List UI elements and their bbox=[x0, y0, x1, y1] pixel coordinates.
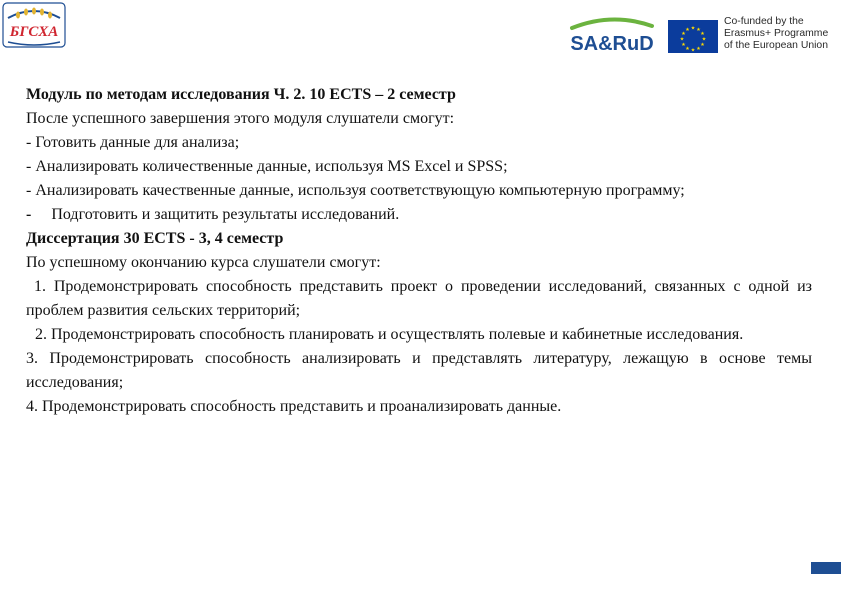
svg-text:★: ★ bbox=[685, 27, 690, 33]
module-item-last bbox=[26, 203, 812, 227]
svg-text:★: ★ bbox=[700, 31, 705, 37]
svg-text:★: ★ bbox=[690, 47, 696, 53]
module-intro: После успешного завершения этого модуля слушатели смогут: bbox=[26, 110, 455, 127]
svg-text:★: ★ bbox=[681, 31, 686, 37]
eu-cofunded-text bbox=[724, 16, 836, 52]
corner-decoration bbox=[811, 562, 841, 574]
sarud-logo-text: SA&RuD bbox=[570, 33, 654, 55]
module-item-text: Подготовить и защитить результаты исследований. bbox=[51, 206, 400, 223]
eu-text-line: of the European Union bbox=[724, 40, 828, 51]
svg-text:★: ★ bbox=[685, 46, 690, 52]
thesis-title: Диссертация 30 ECTS - 3, 4 семестр bbox=[26, 230, 284, 247]
svg-text:★: ★ bbox=[681, 42, 686, 48]
university-logo bbox=[2, 2, 66, 48]
module-item-dash: - bbox=[26, 206, 32, 223]
svg-text:★: ★ bbox=[679, 36, 685, 43]
svg-text:★: ★ bbox=[690, 25, 696, 32]
module-item: - Анализировать количественные данные, используя MS Excel и SPSS; bbox=[26, 158, 508, 175]
module-item: - Готовить данные для анализа; bbox=[26, 134, 240, 151]
thesis-item: 1. Продемонстрировать способность представить проект о проведении исследований, связанных с одной из проблем развития сельских территорий; bbox=[26, 278, 812, 319]
slide-content bbox=[26, 83, 812, 419]
thesis-item: 4. Продемонстрировать способность представить и проанализировать данные. bbox=[26, 398, 562, 415]
eu-text-line: Erasmus+ Programme bbox=[724, 28, 829, 39]
svg-text:★: ★ bbox=[701, 36, 707, 43]
module-item: - Анализировать качественные данные, используя соответствующую компьютерную программу; bbox=[26, 182, 685, 199]
eu-flag-icon bbox=[668, 20, 718, 53]
left-logo-text: БГСХА bbox=[9, 24, 59, 40]
eu-text-line: Co-funded by the bbox=[724, 16, 804, 27]
thesis-item: 2. Продемонстрировать способность планировать и осуществлять полевые и кабинетные исследования. bbox=[35, 326, 744, 343]
svg-text:★: ★ bbox=[700, 42, 705, 48]
sarud-logo bbox=[566, 14, 658, 56]
thesis-item: 3. Продемонстрировать способность анализировать и представлять литературу, лежащую в основе темы исследования; bbox=[26, 350, 812, 391]
svg-text:★: ★ bbox=[696, 27, 701, 33]
module-title: Модуль по методам исследования Ч. 2. 10 ECTS – 2 семестр bbox=[26, 86, 456, 103]
svg-text:★: ★ bbox=[696, 46, 701, 52]
thesis-intro: По успешному окончанию курса слушатели смогут: bbox=[26, 254, 381, 271]
